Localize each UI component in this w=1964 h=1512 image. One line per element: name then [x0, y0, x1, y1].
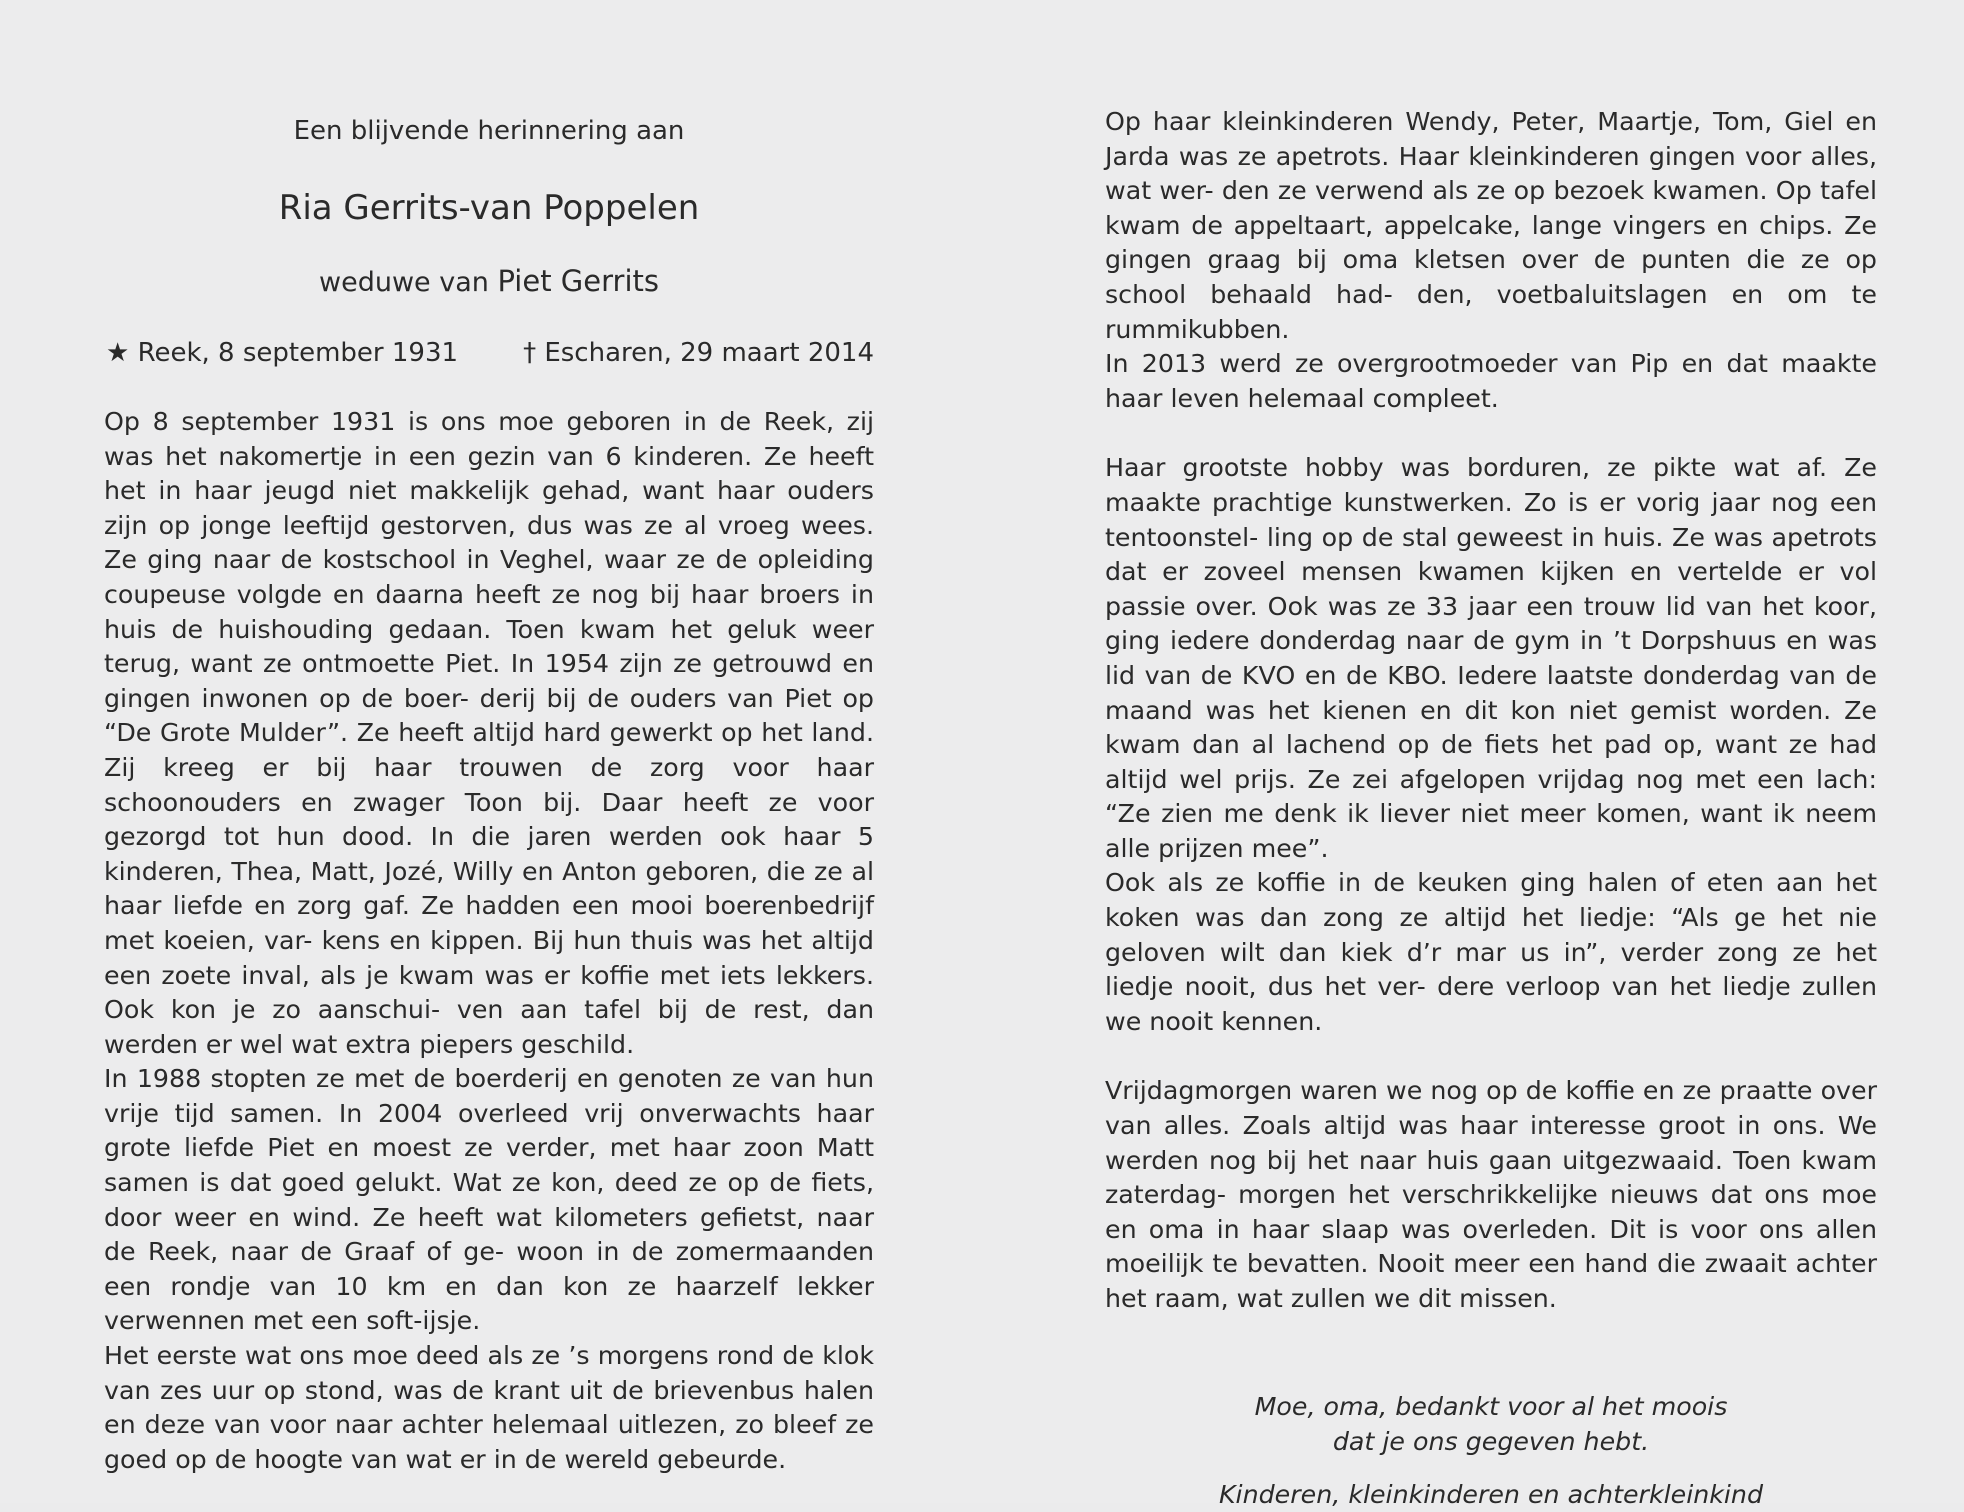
birth-date: ★ Reek, 8 september 1931	[106, 338, 459, 368]
widow-prefix: weduwe van	[319, 267, 489, 298]
paragraph: Op 8 september 1931 is ons moe geboren in de Reek, zij was het nakomertje in een gezin van 6 kinderen. Ze heeft het in haar jeugd niet makkelijk gehad, want haar ouders zijn op jonge leeftijd gestorven, dus was ze al vroeg wees. Ze ging naar de kostschool in Veghel, waar ze de opleiding coupeuse volgde en daarna heeft ze nog bij haar broers in huis de huishouding gedaan. Toen kwam het geluk weer terug, want ze ontmoette Piet. In 1954 zijn ze getrouwd en gingen inwonen op de boer- derij bij de ouders van Piet op “De Grote Mulder”. Ze heeft altijd hard gewerkt op het land. Zij kreeg er bij haar trouwen de zorg voor haar schoonouders en zwager Toon bij. Daar heeft ze voor gezorgd tot hun dood. In die jaren werden ook haar 5 kinderen, Thea, Matt, Jozé, Willy en Anton geboren, die ze al haar liefde en zorg gaf. Ze hadden een mooi boerenbedrijf met koeien, var- kens en kippen. Bij hun thuis was het altijd een zoete inval, als je kwam was er koffie met iets lekkers. Ook kon je zo aanschui- ven aan tafel bij de rest, dan werden er wel wat extra piepers geschild.	[104, 407, 874, 1059]
right-body	[1105, 105, 1877, 1317]
paragraph: Ook als ze koffie in de keuken ging halen of eten aan het koken was dan zong ze altijd het liedje: “Als ge het nie geloven wilt dan kiek d’r mar us in”, verder zong ze het liedje nooit, dus het ver- dere verloop van het liedje zullen we nooit kennen.	[1105, 868, 1877, 1036]
deceased-name: Ria Gerrits-van Poppelen	[278, 188, 700, 228]
left-column	[104, 105, 874, 1477]
closing-block	[1105, 1389, 1877, 1512]
paragraph: Op haar kleinkinderen Wendy, Peter, Maartje, Tom, Giel en Jarda was ze apetrots. Haar kleinkinderen gingen voor alles, wat wer- den ze verwend als ze op bezoek kwamen. Op tafel kwam de appeltaart, appelcake, lange vingers en chips. Ze gingen graag bij oma kletsen over de punten die ze op school behaald had- den, voetbaluitslagen en om te rummikubben.	[1105, 107, 1877, 344]
intro-line: Een blijvende herinnering aan	[293, 116, 685, 146]
right-column	[1105, 105, 1877, 1512]
paragraph: Vrijdagmorgen waren we nog op de koffie en ze praatte over van alles. Zoals altijd was haar interesse groot in ons. We werden nog bij het naar huis gaan uitgezwaaid. Toen kwam zaterdag- morgen het verschrikkelijke nieuws dat ons moe en oma in haar slaap was overleden. Dit is voor ons allen moeilijk te bevatten. Nooit meer een hand die zwaait achter het raam, wat zullen we dit missen.	[1105, 1076, 1877, 1313]
signoff: Kinderen, kleinkinderen en achterkleinkind	[1218, 1479, 1764, 1509]
paragraph: In 1988 stopten ze met de boerderij en genoten ze van hun vrije tijd samen. In 2004 overleed vrij onverwachts haar grote liefde Piet en moest ze verder, met haar zoon Matt samen is dat goed gelukt. Wat ze kon, deed ze op de fiets, door weer en wind. Ze heeft wat kilometers gefietst, naar de Reek, naar de Graaf of ge- woon in de zomermaanden een rondje van 10 km en dan kon ze haarzelf lekker verwennen met een soft-ijsje.	[104, 1064, 874, 1336]
paragraph: Haar grootste hobby was borduren, ze pikte wat af. Ze maakte prachtige kunstwerken. Zo is er vorig jaar nog een tentoonstel- ling op de stal geweest in huis. Ze was apetrots dat er zoveel mensen kwamen kijken en vertelde er vol passie over. Ook was ze 33 jaar een trouw lid van het koor, ging iedere donderdag naar de gym in ’t Dorpshuus en was lid van de KVO en de KBO. Iedere laatste donderdag van de maand was het kienen en dit kon niet gemist worden. Ze kwam dan al lachend op de fiets het pad op, want ze had altijd wel prijs. Ze zei afgelopen vrijdag nog met een lach: “Ze zien me denk ik liever niet meer komen, want ik neem alle prijzen mee”.	[1105, 453, 1877, 863]
paragraph: In 2013 werd ze overgrootmoeder van Pip en dat maakte haar leven helemaal compleet.	[1105, 349, 1877, 413]
husband-name: Piet Gerrits	[497, 264, 659, 298]
left-body	[104, 405, 874, 1477]
dates-row	[104, 335, 874, 371]
paragraph-gap	[1105, 416, 1877, 451]
paragraph: Het eerste wat ons moe deed als ze ’s morgens rond de klok van zes uur op stond, was de krant uit de brievenbus halen en deze van voor naar achter helemaal uitlezen, zo bleef ze goed op de hoogte van wat er in de wereld gebeurde.	[104, 1341, 874, 1474]
closing-line: dat je ons gegeven hebt.	[1332, 1426, 1650, 1456]
closing-line: Moe, oma, bedankt voor al het moois	[1254, 1391, 1728, 1421]
death-date: † Escharen, 29 maart 2014	[523, 338, 874, 368]
paragraph-gap	[1105, 1039, 1877, 1074]
widow-line	[104, 263, 874, 301]
